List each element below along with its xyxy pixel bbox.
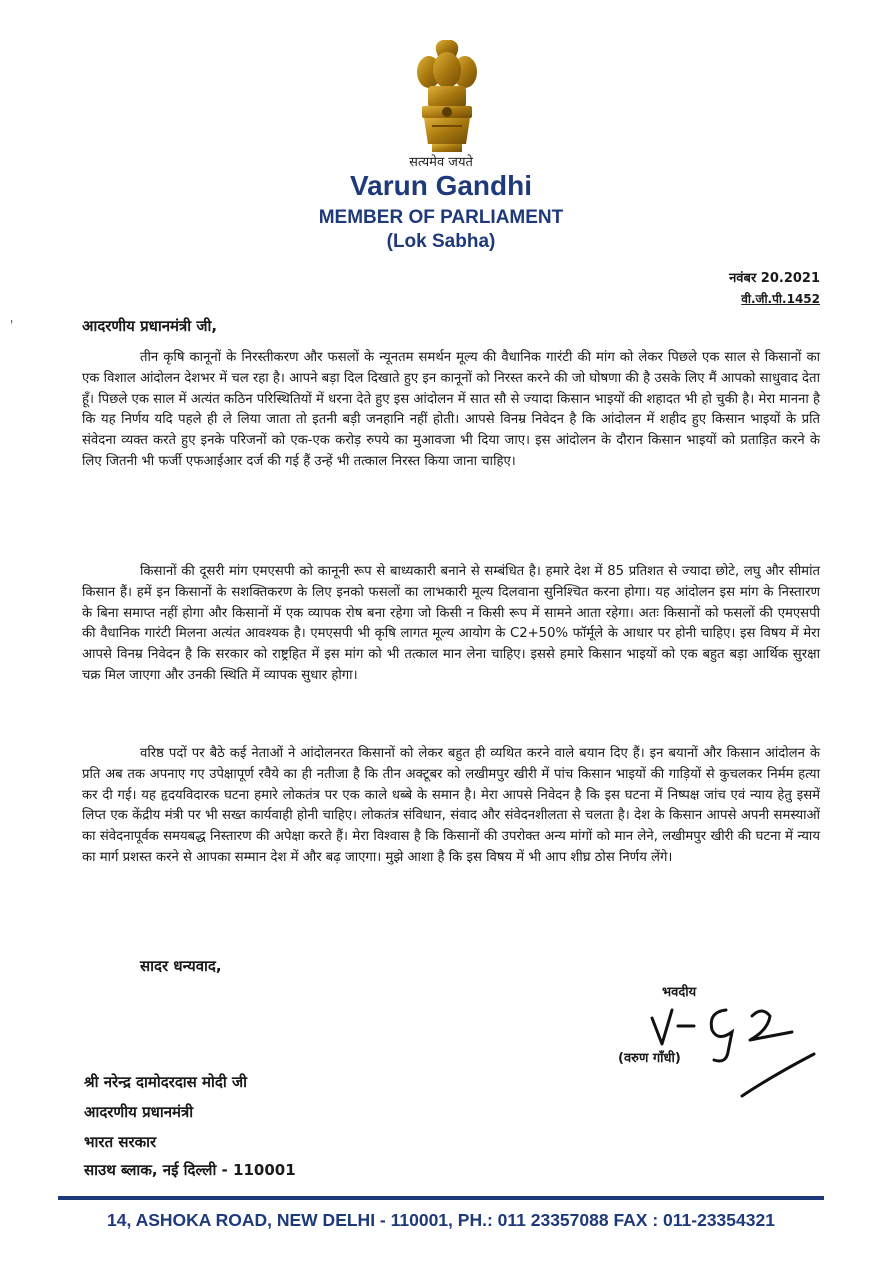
addressee-name: श्री नरेन्द्र दामोदरदास मोदी जी [84, 1073, 247, 1091]
margin-mark: ' [10, 318, 14, 332]
footer-divider [58, 1196, 824, 1200]
paragraph-2: किसानों की दूसरी मांग एमएसपी को कानूनी रूप से बाध्यकारी बनाने से सम्बंधित है। हमारे देश में 85 प्रतिशत से ज्यादा छोटे, लघु और सीमांत किसान हैं। हमें इन किसानों के सशक्तिकरण के लिए इनको फसलों का लाभकारी मूल्य दिलवाना सुनिश्चित करना होगा। यह आंदोलन इस मांग के निस्तारण के बिना समाप्त नहीं होगा और किसानों में एक व्यापक रोष बना रहेगा जो किसी न किसी रूप में सामने आता रहेगा। अतः किसानों को फसलों की एमएसपी की वैधानिक गारंटी मिलना अत्यंत आवश्यक है। एमएसपी भी कृषि लागत मूल्य आयोग के C2+50% फॉर्मूले के आधार पर होनी चाहिए। इस विषय में मेरा आपसे विनम्र निवेदन है कि सरकार को राष्ट्रहित में इस मांग को भी तत्काल मान लेना चाहिए। इससे हमारे किसान भाइयों को एक बहुत बड़ा आर्थिक सुरक्षा चक्र मिल जाएगा और उनकी स्थिति में व्यापक सुधार होगा। [82, 564, 820, 683]
salutation: आदरणीय प्रधानमंत्री जी, [82, 317, 218, 335]
addressee-government: भारत सरकार [84, 1133, 157, 1151]
addressee-address: साउथ ब्लाक, नई दिल्ली - 110001 [84, 1161, 296, 1179]
emblem-motto: सत्यमेव जयते [409, 155, 473, 170]
closing-thanks: सादर धन्यवाद, [140, 957, 222, 975]
sender-designation: MEMBER OF PARLIAMENT [318, 207, 564, 228]
letter-date: नवंबर 20.2021 [729, 271, 820, 286]
national-emblem-icon [402, 36, 492, 156]
sender-name: Varun Gandhi [349, 170, 533, 201]
paragraph-3: वरिष्ठ पदों पर बैठे कई नेताओं ने आंदोलनरत किसानों को लेकर बहुत ही व्यथित करने वाले बयान दिए हैं। इन बयानों और किसान आंदोलन के प्रति अब तक अपनाए गए उपेक्षापूर्ण रवैये का ही नतीजा है कि तीन अक्टूबर को लखीमपुर खीरी में पांच किसान भाइयों की गाड़ियों से कुचलकर निर्मम हत्या कर दी गई। यह हृदयविदारक घटना हमारे लोकतंत्र पर एक काले धब्बे के समान है। मेरा आपसे निवेदन है कि इस घटना में निष्पक्ष जांच एवं न्याय हेतु इसमें लिप्त एक केंद्रीय मंत्री पर भी सख्त कार्यवाही होनी चाहिए। लोकतंत्र संविधान, संवाद और संवेदनशीलता से चलता है। देश के किसान आपसे अपनी समस्याओं का संवेदनापूर्वक समयबद्ध निस्तारण की अपेक्षा करते हैं। मेरा विश्वास है कि किसानों की उपरोक्त अन्य मांगों को मान लेने, लखीमपुर खीरी की घटना में न्याय का मार्ग प्रशस्त करने से आपका सम्मान देश में और बढ़ जाएगा। मुझे आशा है कि इस विषय में भी आप शीघ्र ठोस निर्णय लेंगे। [82, 746, 820, 865]
footer-address: 14, ASHOKA ROAD, NEW DELHI - 110001, PH.: 011 23357088 FAX : 011-23354321 [107, 1210, 775, 1230]
addressee-title: आदरणीय प्रधानमंत्री [84, 1103, 194, 1121]
sender-house: (Lok Sabha) [386, 231, 496, 252]
paragraph-1: तीन कृषि कानूनों के निरस्तीकरण और फसलों के न्यूनतम समर्थन मूल्य की वैधानिक गारंटी की मांग को लेकर पिछले एक साल से किसानों का एक विशाल आंदोलन देशभर में चल रहा है। आपने बड़ा दिल दिखाते हुए इन कानूनों को निरस्त करने की जो घोषणा की है उसके लिए मैं आपको साधुवाद देता हूँ। पिछले एक साल में अत्यंत कठिन परिस्थितियों में धरना देते हुए इस आंदोलन में सात सौ से ज्यादा किसान भाइयों की शहादत भी हो चुकी है। मेरा मानना है कि यह निर्णय यदि पहले ही ले लिया जाता तो इतनी बड़ी जनहानि नहीं होती। आपसे विनम्र निवेदन है कि आंदोलन में शहीद हुए किसान भाइयों के प्रति संवेदना व्यक्त करते हुए इनके परिजनों को एक-एक करोड़ रुपये का मुआवजा भी दिया जाए। इस आंदोलन के दौरान किसान भाइयों को प्रताड़ित करने के लिए जितनी भी फर्जी एफआईआर दर्ज की गई हैं उन्हें भी तत्काल निरस्त किया जाना चाहिए। [82, 350, 820, 469]
letter-reference: वी.जी.पी.1452 [741, 292, 820, 306]
closing-yours: भवदीय [662, 985, 697, 1000]
signatory-name: (वरुण गाँधी) [618, 1051, 681, 1066]
